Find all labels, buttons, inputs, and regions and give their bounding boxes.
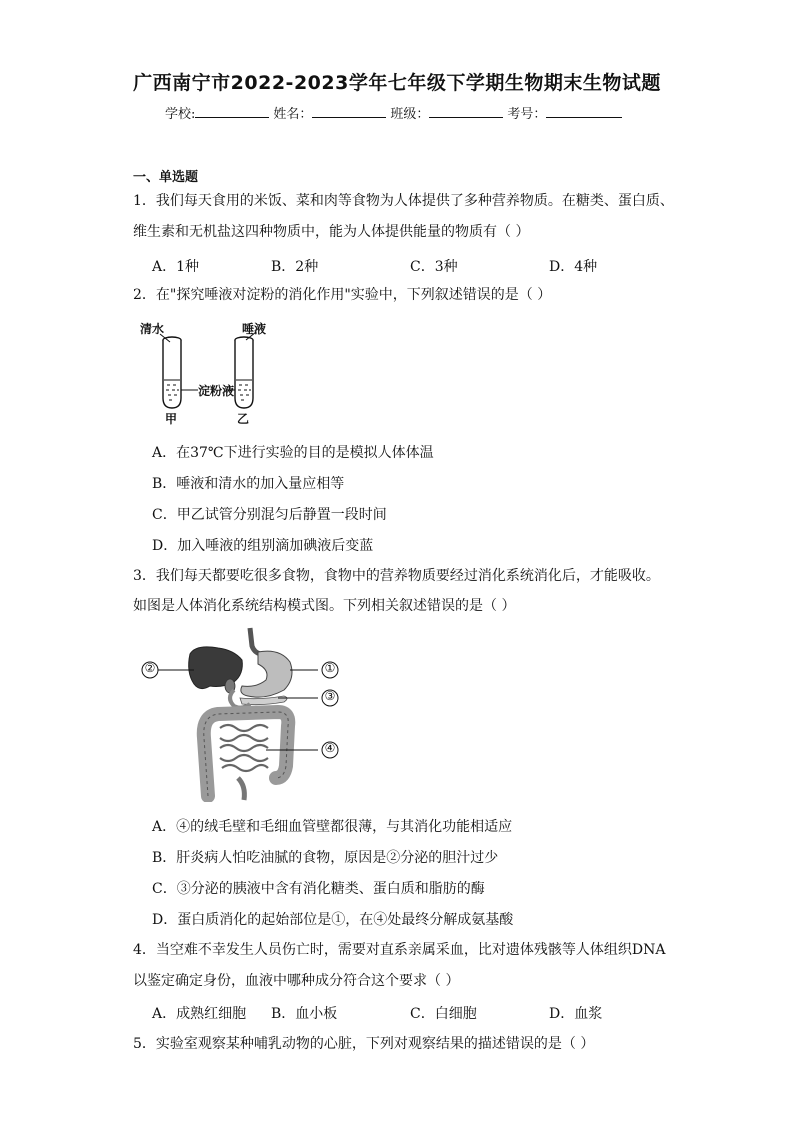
number-label: 考号： [507,107,547,122]
q3-line1: 3．我们每天都要吃很多食物，食物中的营养物质要经过消化系统消化后，才能吸收。 [133,568,660,584]
q1-option-d[interactable]: D．4种 [549,259,598,275]
school-label: 学校: [165,107,196,122]
number-blank[interactable] [546,103,622,118]
q1-option-a[interactable]: A．1种 [152,259,200,275]
q3-option-d[interactable]: D．蛋白质消化的起始部位是①，在④处最终分解成氨基酸 [152,912,514,928]
q4-line1: 4．当空难不幸发生人员伤亡时，需要对直系亲属采血，比对遗体残骸等人体组织DNA [133,942,666,958]
digestive-system-diagram [138,626,348,802]
q3-option-a[interactable]: A．④的绒毛壁和毛细血管壁都很薄，与其消化功能相适应 [152,819,513,835]
class-blank[interactable] [429,103,503,118]
class-label: 班级： [390,107,430,122]
q4-option-c[interactable]: C．白细胞 [410,1006,477,1022]
school-blank[interactable] [195,103,269,118]
q3-line2: 如图是人体消化系统结构模式图。下列相关叙述错误的是（ ） [133,598,516,614]
marker-1: ① [324,661,336,675]
q1-option-b[interactable]: B．2种 [271,259,319,275]
q1-line1: 1．我们每天食用的米饭、菜和肉等食物为人体提供了多种营养物质。在糖类、蛋白质、 [133,193,674,209]
q4-option-b[interactable]: B．血小板 [271,1006,338,1022]
marker-2: ② [144,661,156,675]
name-blank[interactable] [312,103,386,118]
q1-line2: 维生素和无机盐这四种物质中，能为人体提供能量的物质有（ ） [133,224,530,240]
q2-line1: 2．在"探究唾液对淀粉的消化作用"实验中，下列叙述错误的是（ ） [133,287,552,303]
marker-4: ④ [324,741,336,755]
label-starch: 淀粉液 [198,384,235,398]
q3-option-c[interactable]: C．③分泌的胰液中含有消化糖类、蛋白质和脂肪的酶 [152,881,485,897]
q1-option-c[interactable]: C．3种 [410,259,458,275]
q5-line1: 5．实验室观察某种哺乳动物的心脏，下列对观察结果的描述错误的是（ ） [133,1036,595,1052]
tube-jia [163,337,181,408]
q2-option-c[interactable]: C．甲乙试管分别混匀后静置一段时间 [152,507,387,523]
q4-line2: 以鉴定确定身份，血液中哪种成分符合这个要求（ ） [133,973,460,989]
label-water: 清水 [140,322,165,336]
student-info-line [165,103,626,122]
label-jia: 甲 [165,412,178,426]
label-saliva: 唾液 [242,322,267,336]
q2-option-d[interactable]: D．加入唾液的组别滴加碘液后变蓝 [152,538,374,554]
marker-3: ③ [324,689,336,703]
label-yi: 乙 [237,412,250,426]
q4-option-a[interactable]: A．成熟红细胞 [152,1006,247,1022]
name-label: 姓名： [273,107,313,122]
tube-yi [235,337,253,408]
digestive-system-figure [138,626,348,802]
test-tube-figure [138,318,278,428]
page-title: 广西南宁市2022-2023学年七年级下学期生物期末生物试题 [133,72,661,94]
q2-option-a[interactable]: A．在37℃下进行实验的目的是模拟人体体温 [152,445,434,461]
q2-option-b[interactable]: B．唾液和清水的加入量应相等 [152,476,345,492]
q3-option-b[interactable]: B．肝炎病人怕吃油腻的食物，原因是②分泌的胆汁过少 [152,850,499,866]
section-heading: 一、单选题 [133,170,199,185]
q4-option-d[interactable]: D．血浆 [549,1006,603,1022]
